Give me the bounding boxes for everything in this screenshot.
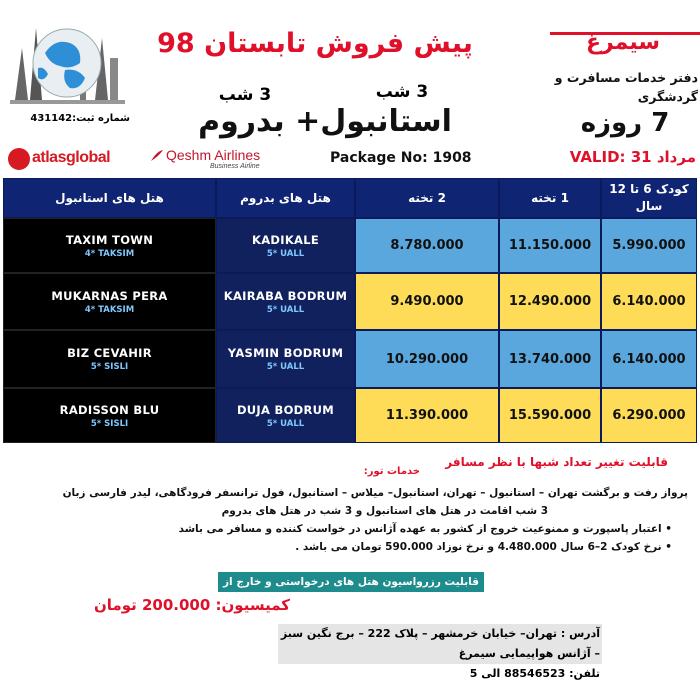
bullet-icon: • (661, 541, 672, 553)
table-row-3-istanbul-hotel (3, 330, 216, 388)
hotel-name: KADIKALE (251, 232, 320, 247)
commission: کمیسیون: 200.000 تومان (93, 596, 290, 614)
table-row-1-bodrum-hotel (216, 218, 355, 273)
table-row-3-single-price: 13.740.000 (499, 330, 601, 388)
table-row-4-double-price: 11.390.000 (355, 388, 499, 443)
tour-duration: 7 روزه (580, 108, 670, 138)
table-row-1-child-price: 5.990.000 (601, 218, 697, 273)
table-row-4-single-price: 15.590.000 (499, 388, 601, 443)
qeshm-airlines-logo (150, 146, 290, 174)
package-number: Package No: 1908 (330, 150, 472, 166)
hotel-location: 5* SISLI (90, 362, 129, 372)
table-row-1-double-price: 8.780.000 (355, 218, 499, 273)
service-line-2: 3 شب اقامت در هتل های استانبول و 3 شب در هتل های بدروم (221, 505, 548, 517)
phone: تلفن: 88546523 الی 5 (469, 667, 600, 680)
atlasglobal-logo (8, 146, 150, 172)
globe-landmarks-image (10, 8, 125, 108)
table-row-4-bodrum-hotel (216, 388, 355, 443)
hotel-location: 5* UALL (266, 362, 305, 372)
service-line-1: پرواز رفت و برگشت تهران – استانبول – تهران، استانبول– میلاس – استانبول، فول ترانسفر فرودگاهی، لیدر فارسی زبان (62, 487, 688, 499)
hotel-location: 4* TAKSIM (84, 248, 135, 259)
table-row-1-istanbul-hotel (3, 218, 216, 273)
list-item (10, 520, 688, 538)
bullet-icon: • (661, 523, 672, 535)
qeshm-wing-icon (150, 149, 164, 163)
hotel-name: BIZ CEVAHIR (67, 346, 152, 360)
table-row-2-bodrum-hotel (216, 273, 355, 330)
header-bodrum-hotels: هتل های بدروم (216, 178, 355, 218)
page-title: پیش فروش تابستان 98 (157, 28, 473, 59)
registration-number: شماره ثبت:431142 (30, 113, 130, 124)
hotel-name: TAXIM TOWN (65, 232, 154, 247)
service-line-4: نرخ کودک 2–6 سال 4.480.000 و نرخ نوزاد 590.000 تومان می باشد . (295, 541, 662, 553)
table-row-3-child-price: 6.140.000 (601, 330, 697, 388)
header-single: 1 تخته (499, 178, 601, 218)
hotel-location: 5* SISLI (90, 418, 129, 429)
reservation-banner: قابلیت رزرواسیون هتل های درخواستی و خارج از پکیج (218, 572, 484, 592)
services-title: خدمات تور: (363, 466, 420, 477)
agency-subtitle-line1: دفتر خدمات مسافرت و (554, 70, 698, 85)
agency-subtitle (530, 68, 698, 106)
hotel-location: 5* UALL (266, 418, 305, 429)
table-row-2-single-price: 12.490.000 (499, 273, 601, 330)
header-child (601, 178, 697, 218)
nights-change-note: قابلیت تغییر تعداد شبها با نظر مسافر (445, 455, 668, 469)
table-row-1-single-price: 11.150.000 (499, 218, 601, 273)
table-row-2-child-price: 6.140.000 (601, 273, 697, 330)
qeshm-logo-text: Qeshm Airlines (166, 147, 261, 163)
table-row-2-istanbul-hotel (3, 273, 216, 330)
header-child-label-line2: سال (635, 199, 663, 213)
table-row-3-bodrum-hotel (216, 330, 355, 388)
header-istanbul-hotels: هتل های استانبول (3, 178, 216, 218)
list-item (10, 484, 688, 502)
hotel-location: 4* TAKSIM (84, 304, 135, 315)
bodrum-nights: 3 شب (218, 85, 272, 105)
header-double: 2 تخته (355, 178, 499, 218)
services-list (10, 484, 688, 556)
hotel-name: MUKARNAS PERA (51, 288, 168, 303)
address: آدرس : تهران– خیابان خرمشهر – پلاک 222 – برج نگین سبز – آژانس هواپیمایی سیمرغ (280, 627, 600, 660)
hotel-name: DUJA BODRUM (236, 402, 335, 417)
atlasglobal-badge-icon (8, 148, 30, 170)
hotel-name: KAIRABA BODRUM (223, 288, 348, 303)
hotel-name: RADISSON BLU (59, 402, 160, 417)
agency-name: سیمرغ (585, 30, 661, 55)
qeshm-logo-subtext: Business Airline (210, 163, 260, 170)
hotel-name: YASMIN BODRUM (227, 346, 344, 360)
hotel-location: 5* UALL (266, 248, 305, 259)
price-table (3, 178, 697, 443)
valid-date: VALID: 31 مرداد (569, 148, 696, 166)
tour-route: استانبول+ بدروم (198, 104, 452, 139)
table-row-3-double-price: 10.290.000 (355, 330, 499, 388)
contact-box (278, 624, 602, 680)
list-item (10, 502, 688, 520)
hotel-location: 5* UALL (266, 304, 305, 315)
service-line-3: اعتبار پاسپورت و ممنوعیت خروج از کشور به عهده آژانس در خواست کننده و مسافر می باشد (178, 523, 662, 535)
table-row-2-double-price: 9.490.000 (355, 273, 499, 330)
agency-subtitle-line2: گردشگری (637, 89, 698, 104)
istanbul-nights: 3 شب (375, 82, 429, 102)
table-row-4-istanbul-hotel (3, 388, 216, 443)
atlasglobal-logo-text: atlasglobal (32, 149, 111, 166)
table-row-4-child-price: 6.290.000 (601, 388, 697, 443)
header-child-label: کودک 6 تا 12 (609, 182, 689, 196)
list-item (10, 538, 688, 556)
